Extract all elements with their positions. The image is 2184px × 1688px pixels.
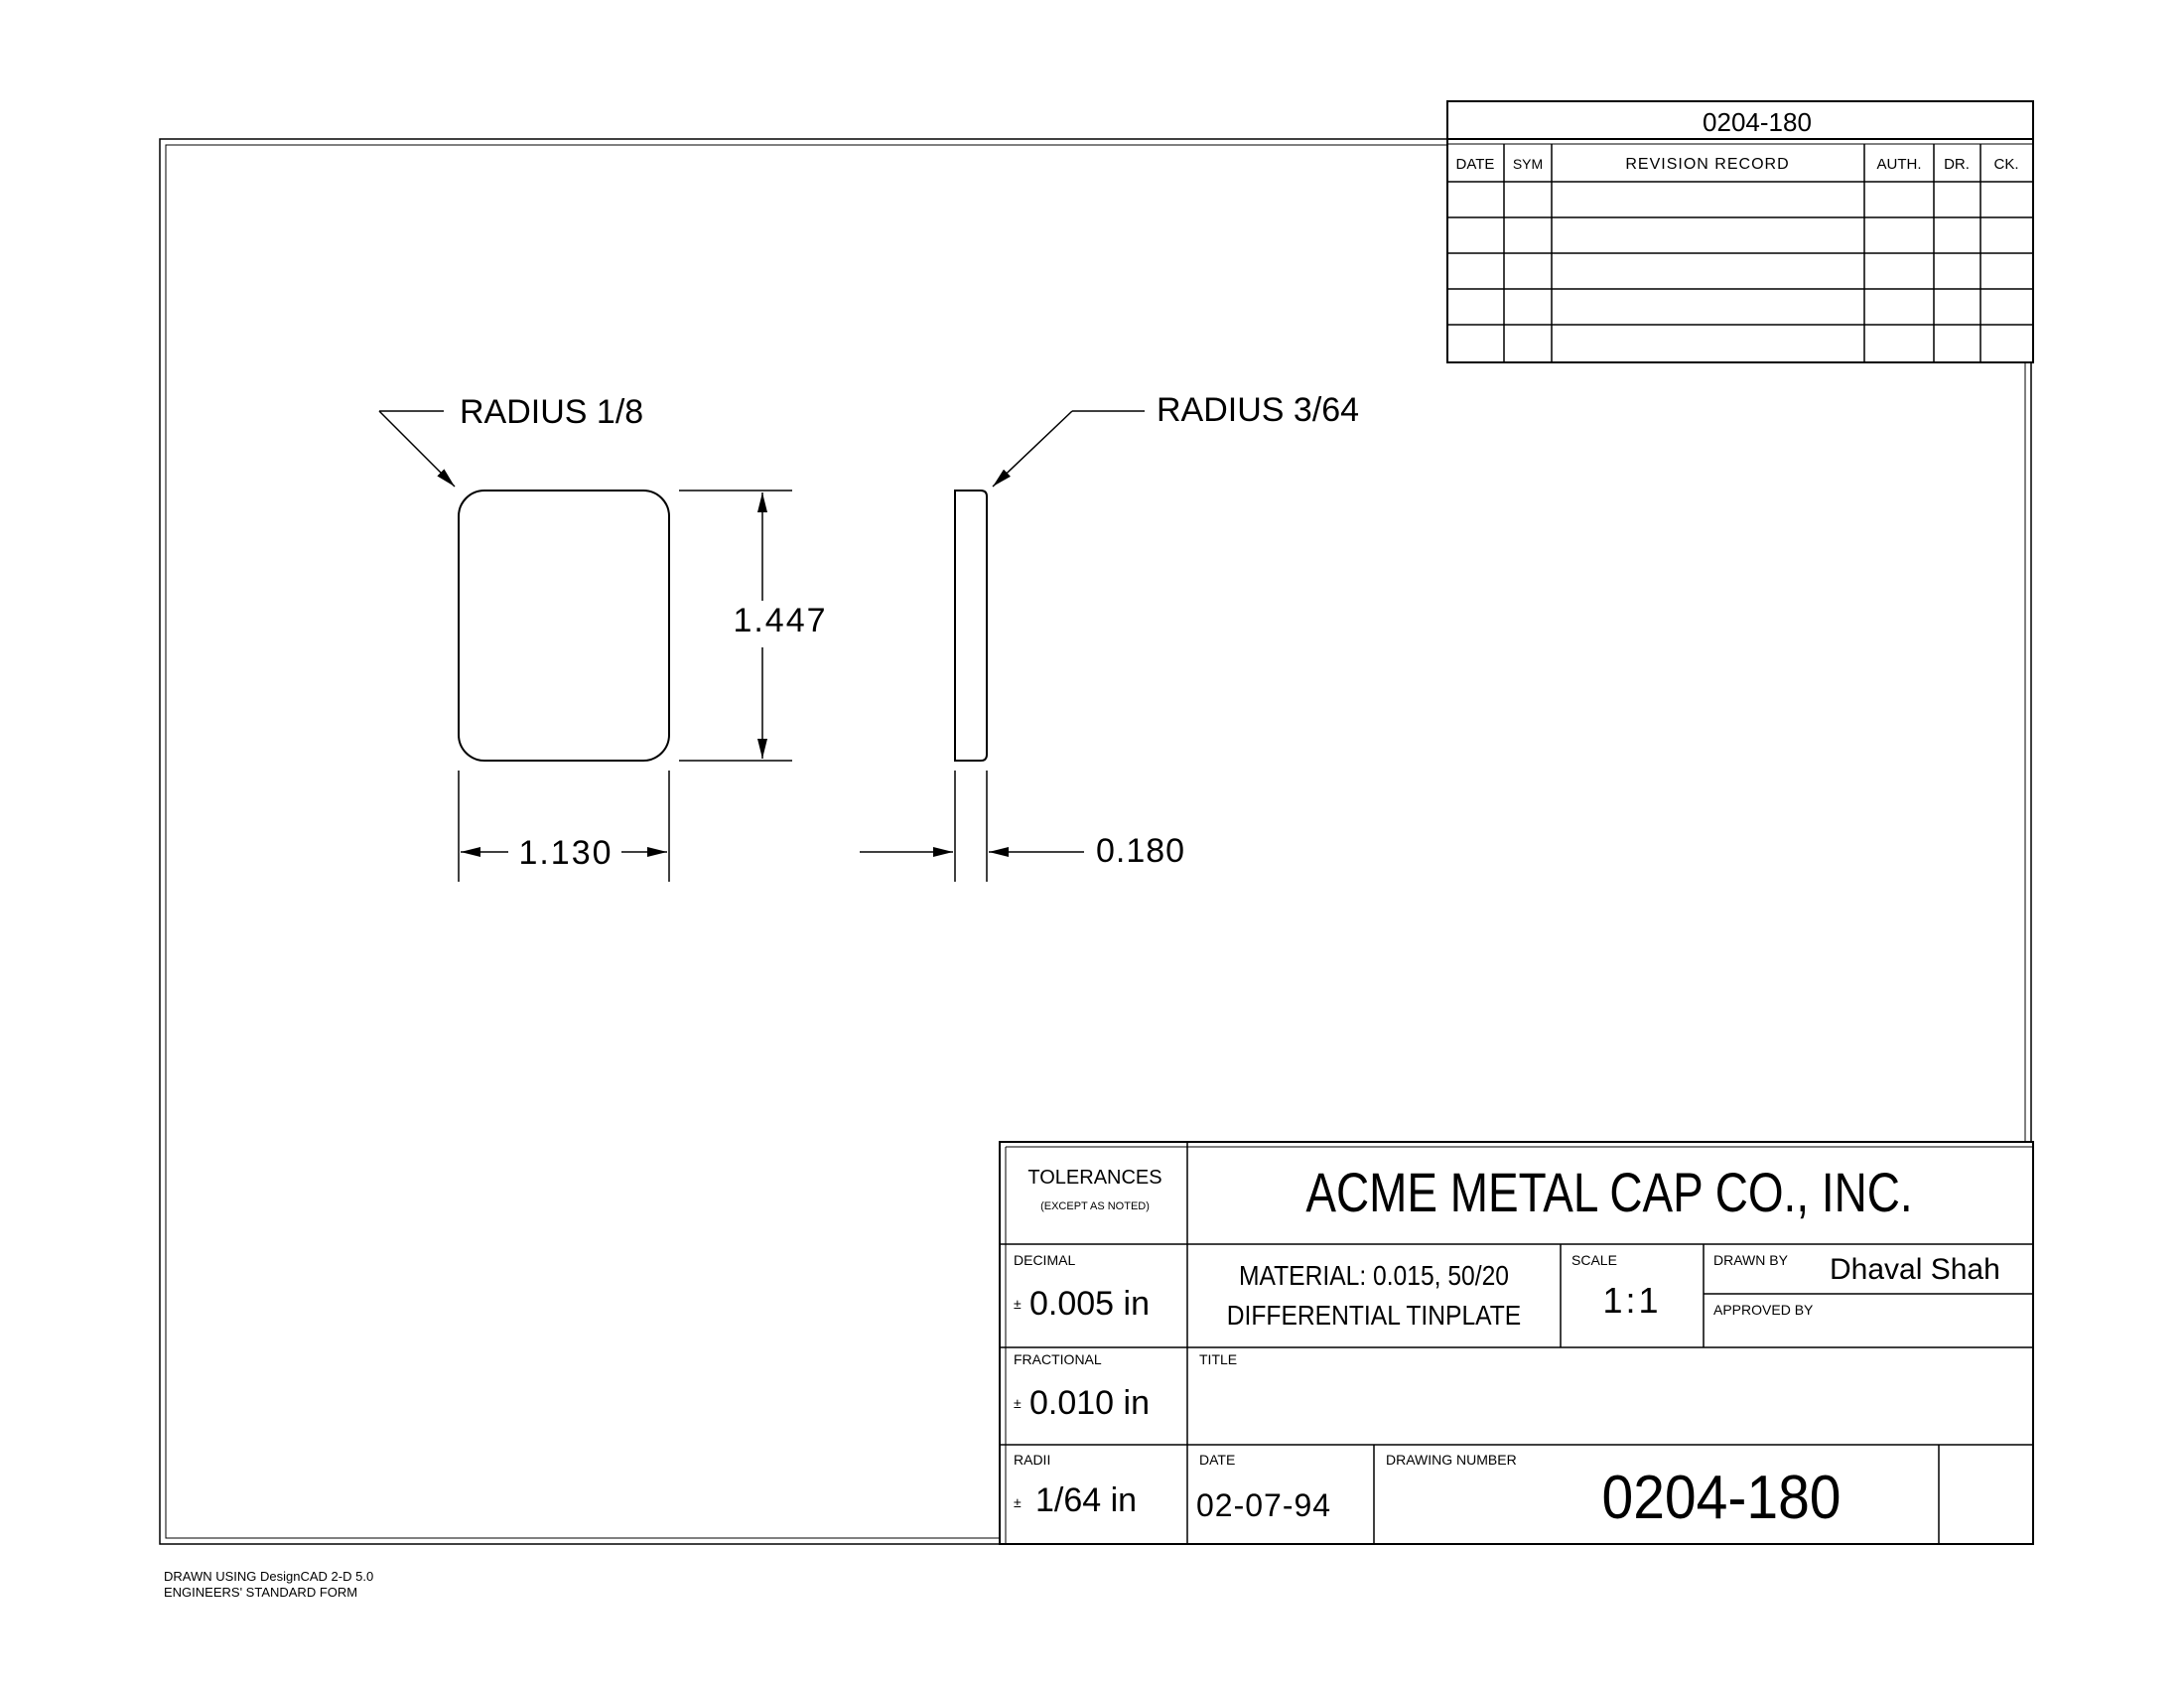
date-label: DATE xyxy=(1199,1452,1236,1468)
rev-header-date: DATE xyxy=(1455,156,1495,173)
fractional-value: 0.010 in xyxy=(1029,1384,1150,1422)
thickness-dimension-value: 0.180 xyxy=(1096,832,1186,870)
tolerances-label: TOLERANCES xyxy=(1027,1167,1162,1189)
radius-label-side: RADIUS 3/64 xyxy=(1157,391,1360,429)
part-side-view xyxy=(955,491,987,761)
rev-header-record: REVISION RECORD xyxy=(1625,156,1790,173)
date-value: 02-07-94 xyxy=(1196,1487,1332,1523)
rev-header-dr: DR. xyxy=(1944,156,1970,173)
drawn-by-value: Dhaval Shah xyxy=(1830,1253,2000,1286)
thickness-dimension xyxy=(860,771,1084,882)
decimal-value: 0.005 in xyxy=(1029,1285,1150,1323)
rev-header-sym: SYM xyxy=(1512,156,1544,172)
decimal-label-text: DECIMAL xyxy=(1014,1252,1076,1268)
title-label: TITLE xyxy=(1199,1351,1238,1367)
plus-minus-icon: ± xyxy=(1014,1494,1022,1510)
material-line-2: DIFFERENTIAL TINPLATE xyxy=(1226,1299,1522,1332)
radii-label: RADII xyxy=(1014,1452,1051,1468)
radius-leader-front xyxy=(379,411,455,487)
footer-note xyxy=(164,1569,373,1601)
radius-label-front: RADIUS 1/8 xyxy=(460,393,644,431)
height-dimension-value: 1.447 xyxy=(733,602,828,639)
radius-leader-side xyxy=(993,411,1145,487)
width-dimension-value: 1.130 xyxy=(518,834,614,872)
scale-value: 1:1 xyxy=(1602,1280,1662,1321)
plus-minus-icon: ± xyxy=(1014,1395,1022,1411)
scale-label: SCALE xyxy=(1571,1252,1617,1268)
drawing-number-value: 0204-180 xyxy=(1601,1462,1842,1532)
rev-header-auth: AUTH. xyxy=(1876,156,1922,173)
except-as-noted: (EXCEPT AS NOTED) xyxy=(1040,1200,1150,1212)
revision-drawing-number: 0204-180 xyxy=(1703,107,1812,137)
material-line-1: MATERIAL: 0.015, 50/20 xyxy=(1239,1259,1509,1292)
company-name: ACME METAL CAP CO., INC. xyxy=(1305,1161,1913,1224)
radii-value: 1/64 in xyxy=(1035,1481,1138,1519)
fractional-label: FRACTIONAL xyxy=(1014,1351,1102,1367)
part-front-view xyxy=(459,491,669,761)
footer-line-1: DRAWN USING DesignCAD 2-D 5.0 xyxy=(164,1569,374,1584)
plus-minus-icon: ± xyxy=(1014,1296,1022,1312)
footer-line-2: ENGINEERS' STANDARD FORM xyxy=(164,1585,358,1600)
drawing-number-label: DRAWING NUMBER xyxy=(1386,1452,1517,1468)
drawn-by-label: DRAWN BY xyxy=(1713,1252,1788,1268)
revision-block xyxy=(1447,101,2033,362)
approved-by-label: APPROVED BY xyxy=(1713,1302,1814,1318)
rev-header-ck: CK. xyxy=(1993,156,2019,173)
